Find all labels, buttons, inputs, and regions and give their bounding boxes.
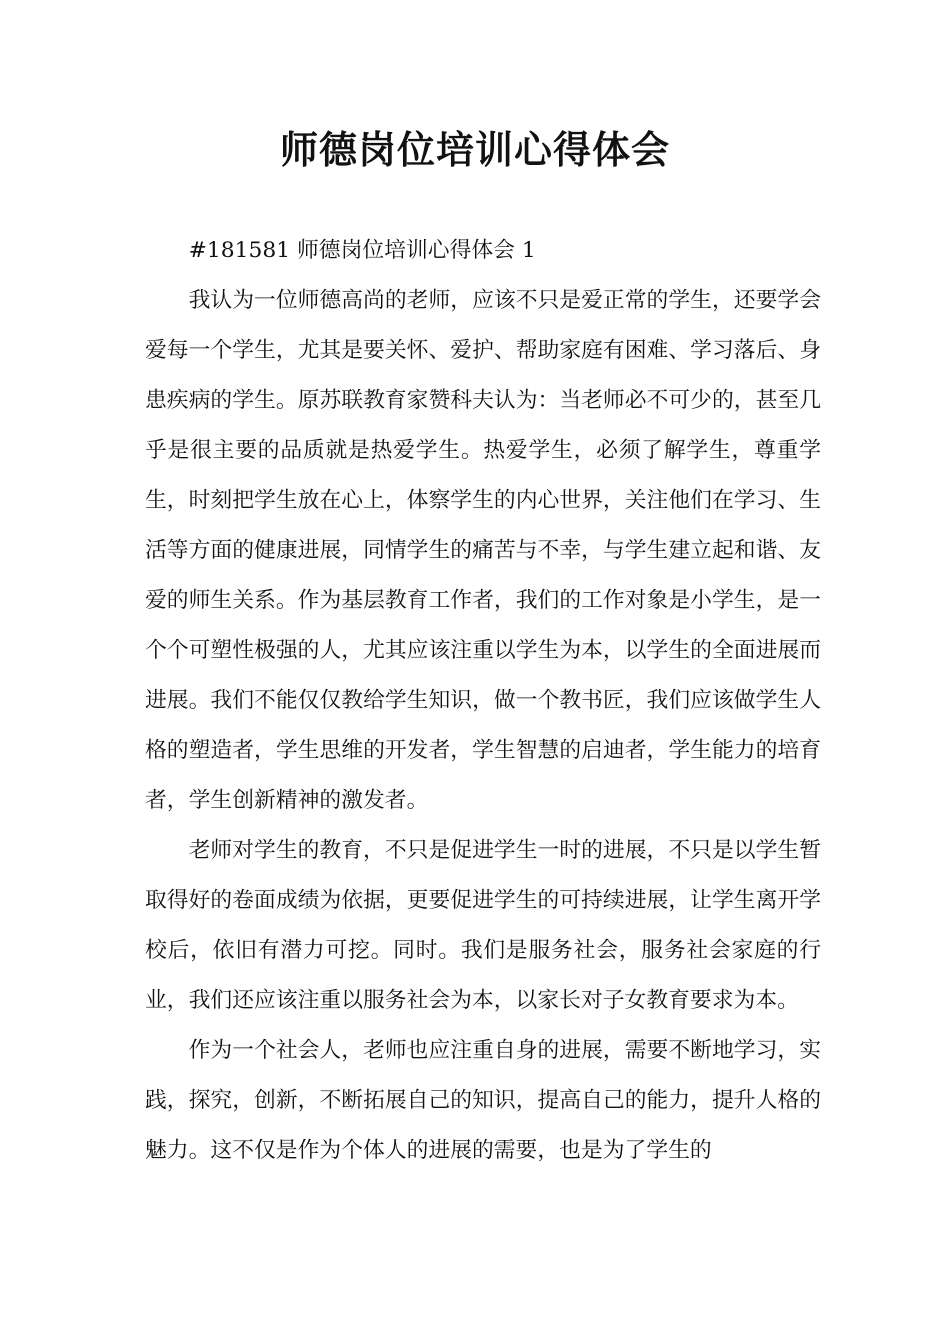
document-title: 师德岗位培训心得体会 [279, 128, 670, 172]
paragraph: 我认为一位师德高尚的老师，应该不只是爱正常的学生，还要学会爱每一个学生，尤其是要关怀、爱护、帮助家庭有困难、学习落后、身患疾病的学生。原苏联教育家赞科夫认为：当老师必不可少的，甚至几乎是很主要的品质就是热爱学生。热爱学生，必须了解学生，尊重学生，时刻把学生放在心上，体察学生的内心世界，关注他们在学习、生活等方面的健康进展，同情学生的痛苦与不幸，与学生建立起和谐、友爱的师生关系。作为基层教育工作者，我们的工作对象是小学生，是一个个可塑性极强的人，尤其应该注重以学生为本，以学生的全面进展而进展。我们不能仅仅教给学生知识，做一个教书匠，我们应该做学生人格的塑造者，学生思维的开发者，学生智慧的启迪者，学生能力的培育者，学生创新精神的激发者。 [145, 288, 821, 813]
paragraph-heading: #181581 师德岗位培训心得体会 1 [188, 238, 536, 263]
document-body [145, 226, 821, 1176]
paragraph: 作为一个社会人，老师也应注重自身的进展，需要不断地学习，实践，探究，创新，不断拓展自己的知识，提高自己的能力，提升人格的魅力。这不仅是作为个体人的进展的需要，也是为了学生的 [145, 1038, 821, 1163]
paragraph: 老师对学生的教育，不只是促进学生一时的进展，不只是以学生暂取得好的卷面成绩为依据，更要促进学生的可持续进展，让学生离开学校后，依旧有潜力可挖。同时。我们是服务社会，服务社会家庭的行业，我们还应该注重以服务社会为本，以家长对子女教育要求为本。 [145, 838, 821, 1013]
